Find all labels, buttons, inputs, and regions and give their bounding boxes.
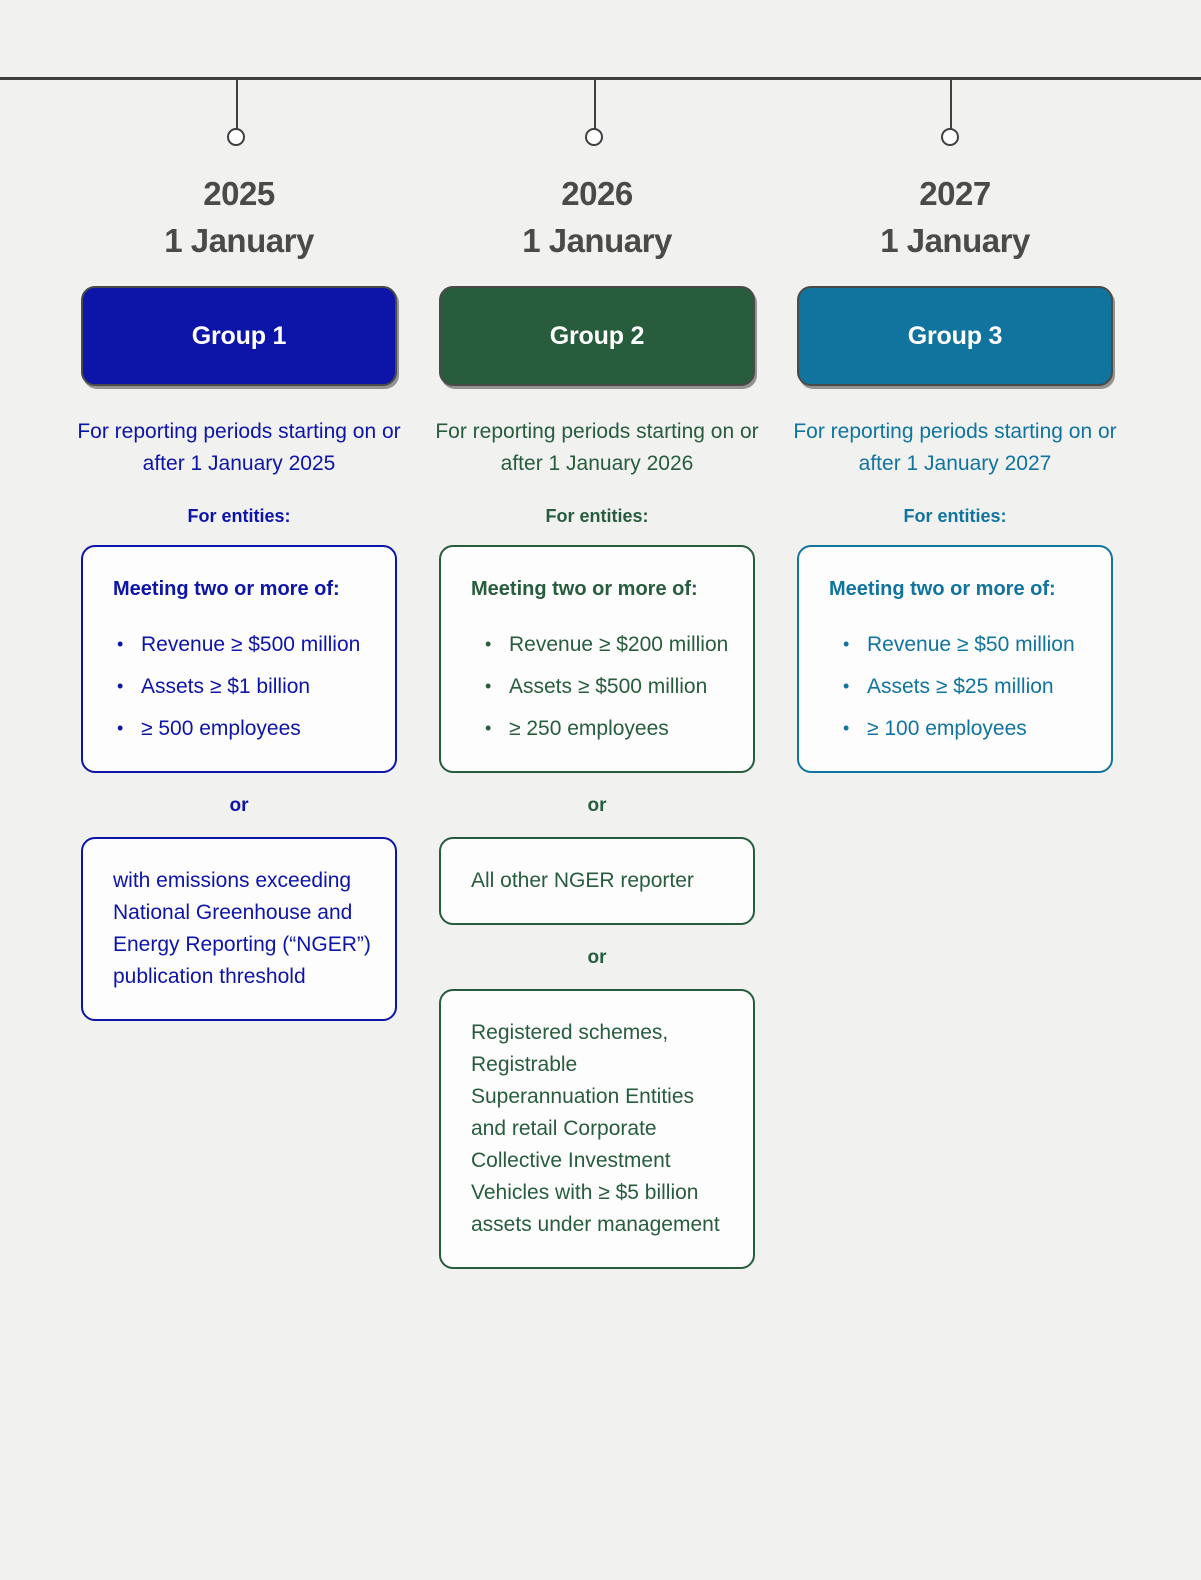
alternative-text: Registered schemes, Registrable Superannuation Entities and retail Corporate Collective Investment Vehicles with ≥ $5 billion assets under management bbox=[471, 1021, 720, 1236]
criteria-item: • ≥ 100 employees bbox=[829, 713, 1087, 745]
year-heading-group-1 bbox=[81, 170, 397, 264]
timeline-stem bbox=[950, 78, 952, 130]
for-entities-label-1: For entities: bbox=[187, 506, 291, 526]
or-connector-2a: or bbox=[587, 795, 607, 816]
timeline-stem bbox=[236, 78, 238, 130]
group-badge-2[interactable]: Group 2 bbox=[439, 286, 755, 386]
criteria-item: • Revenue ≥ $500 million bbox=[113, 629, 371, 661]
or-connector-1a: or bbox=[229, 795, 249, 816]
year-value: 2025 bbox=[203, 175, 275, 212]
criteria-item: • Assets ≥ $1 billion bbox=[113, 671, 371, 703]
alternative-text: All other NGER reporter bbox=[471, 869, 694, 892]
column-group-1 bbox=[60, 170, 418, 1269]
group-badge-1[interactable]: Group 1 bbox=[81, 286, 397, 386]
reporting-period-text-2: For reporting periods starting on or after 1 January 2026 bbox=[435, 420, 759, 475]
reporting-period-text-3: For reporting periods starting on or after 1 January 2027 bbox=[793, 420, 1117, 475]
criteria-list bbox=[829, 629, 1087, 745]
criteria-list bbox=[471, 629, 729, 745]
for-entities-label-3: For entities: bbox=[903, 506, 1007, 526]
criteria-item: • Revenue ≥ $200 million bbox=[471, 629, 729, 661]
timeline-dot-icon bbox=[585, 128, 603, 146]
criteria-item: • ≥ 500 employees bbox=[113, 713, 371, 745]
criteria-card-3 bbox=[797, 545, 1113, 773]
alternative-card-1a bbox=[81, 837, 397, 1021]
date-value: 1 January bbox=[164, 222, 314, 259]
timeline-stem bbox=[594, 78, 596, 130]
timeline-dot-icon bbox=[941, 128, 959, 146]
criteria-item: • Assets ≥ $25 million bbox=[829, 671, 1087, 703]
date-value: 1 January bbox=[522, 222, 672, 259]
alternative-text: with emissions exceeding National Greenhouse and Energy Reporting (“NGER”) publication threshold bbox=[113, 869, 371, 988]
year-value: 2027 bbox=[919, 175, 991, 212]
year-value: 2026 bbox=[561, 175, 633, 212]
criteria-item: • Assets ≥ $500 million bbox=[471, 671, 729, 703]
alternative-card-2b bbox=[439, 989, 755, 1269]
criteria-list bbox=[113, 629, 371, 745]
criteria-item: • Revenue ≥ $50 million bbox=[829, 629, 1087, 661]
criteria-card-2 bbox=[439, 545, 755, 773]
year-heading-group-3 bbox=[797, 170, 1113, 264]
criteria-card-1 bbox=[81, 545, 397, 773]
timeline-axis bbox=[0, 77, 1201, 80]
timeline-dot-icon bbox=[227, 128, 245, 146]
year-heading-group-2 bbox=[439, 170, 755, 264]
date-value: 1 January bbox=[880, 222, 1030, 259]
alternative-card-2a bbox=[439, 837, 755, 925]
or-connector-2b: or bbox=[587, 947, 607, 968]
criteria-title: Meeting two or more of: bbox=[829, 578, 1056, 600]
criteria-title: Meeting two or more of: bbox=[113, 578, 340, 600]
group-columns bbox=[0, 170, 1201, 1269]
criteria-item: • ≥ 250 employees bbox=[471, 713, 729, 745]
criteria-title: Meeting two or more of: bbox=[471, 578, 698, 600]
reporting-period-text-1: For reporting periods starting on or after 1 January 2025 bbox=[77, 420, 401, 475]
group-badge-3[interactable]: Group 3 bbox=[797, 286, 1113, 386]
column-group-2 bbox=[418, 170, 776, 1269]
for-entities-label-2: For entities: bbox=[545, 506, 649, 526]
column-group-3 bbox=[776, 170, 1134, 1269]
